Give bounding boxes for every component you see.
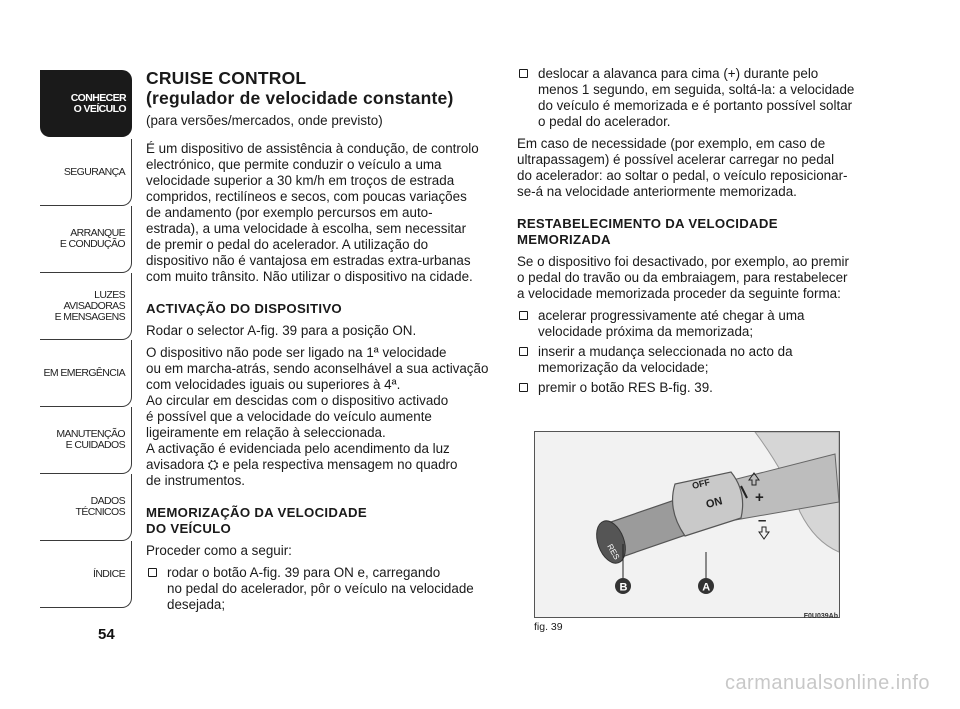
tab-label: EM EMERGÊNCIA — [43, 366, 125, 379]
tab-arranque-e-conducao[interactable] — [40, 206, 132, 273]
figure-code: F0U039Ab — [803, 613, 838, 620]
tab-label: CONHECER O VEÍCULO — [70, 91, 126, 115]
restore-list — [517, 308, 874, 396]
figure-39-cruise-lever — [534, 431, 840, 618]
section-tabs — [40, 70, 132, 608]
tab-dados-tecnicos[interactable] — [40, 474, 132, 541]
list-item: inserir a mudança seleccionada no acto da memorização da velocidade; — [517, 344, 874, 376]
figure-caption: fig. 39 — [534, 621, 563, 633]
restore-paragraph: Se o dispositivo foi desactivado, por exemplo, ao premir o pedal do travão ou da embraiagem, para restabelecer a velocidade memorizada proceder da seguinte forma: — [517, 254, 849, 301]
on-label: ON — [704, 495, 724, 511]
plus-label: + — [755, 489, 764, 506]
intro-paragraph: É um dispositivo de assistência à condução, de controlo electrónico, que permite conduzir o veículo a uma velocidade superior a 30 km/h em troços de estrada compridos, rectilíneos e secos, com poucas variações de andamento (por exemplo percursos em auto- estrada), a uma velocidade à escolha, sem necessitar de premir o pedal do acelerador. A utilização do dispositivo não é vantajosa em estradas extra-urbanas com muito trânsito. Não utilizar o dispositivo na cidade. — [146, 141, 479, 284]
tab-label: ÍNDICE — [93, 567, 125, 580]
cruise-lever-illustration — [535, 432, 839, 617]
left-column — [146, 66, 496, 619]
marker-b-label: B — [619, 581, 628, 594]
tab-label: DADOS TÉCNICOS — [75, 495, 125, 518]
list-item: rodar o botão A-fig. 39 para ON e, carregando no pedal do acelerador, pôr o veículo na velocidade desejada; — [146, 565, 496, 613]
watermark-text: carmanualsonline.info — [724, 672, 930, 694]
memorize-list — [146, 565, 496, 613]
tab-label: ARRANQUE E CONDUÇÃO — [59, 227, 125, 250]
memorize-list-continued — [517, 66, 874, 130]
tab-conhecer-o-veiculo[interactable] — [40, 70, 132, 137]
list-item: deslocar a alavanca para cima (+) durante pelo menos 1 segundo, em seguida, soltá-la: a velocidade do veículo é memorizada e é portanto possível soltar o pedal do acelerador. — [517, 66, 874, 130]
tab-indice[interactable] — [40, 541, 132, 608]
page-number: 54 — [98, 626, 115, 643]
restore-heading: RESTABELECIMENTO DA VELOCIDADE MEMORIZADA — [517, 216, 778, 247]
tab-label: LUZES AVISADORAS E MENSAGENS — [54, 288, 125, 323]
memorize-intro: Proceder como a seguir: — [146, 543, 292, 558]
right-column — [517, 66, 874, 402]
marker-a-label: A — [702, 581, 711, 594]
tab-seguranca[interactable] — [40, 139, 132, 206]
activation-heading: ACTIVAÇÃO DO DISPOSITIVO — [146, 301, 342, 316]
tab-em-emergencia[interactable] — [40, 340, 132, 407]
list-item: premir o botão RES B-fig. 39. — [517, 380, 874, 396]
activation-paragraph-2: O dispositivo não pode ser ligado na 1ª velocidade ou em marcha-atrás, sendo aconselhável a sua activação com velocidades iguais ou superiores à 4ª. Ao circular em descidas com o dispositivo activado é possível que a velocidade do veículo aumente ligeiramente em relação à seleccionada. A activação é evidenciada pelo acendimento da luz avisadora ⛭ e pela respectiva mensagem no quadro de instrumentos. — [146, 345, 489, 488]
memorize-heading: MEMORIZAÇÃO DA VELOCIDADE DO VEÍCULO — [146, 505, 367, 536]
res-label: RES — [605, 542, 622, 562]
watermark — [0, 672, 960, 695]
tab-manutencao[interactable] — [40, 407, 132, 474]
page-title: CRUISE CONTROL (regulador de velocidade constante) — [146, 68, 454, 108]
subtitle: (para versões/mercados, onde previsto) — [146, 113, 383, 128]
tab-label: SEGURANÇA — [63, 165, 125, 178]
list-item: acelerar progressivamente até chegar à uma velocidade próxima da memorizada; — [517, 308, 874, 340]
minus-label: – — [758, 512, 767, 529]
tab-luzes-avisadoras[interactable] — [40, 273, 132, 340]
need-paragraph: Em caso de necessidade (por exemplo, em caso de ultrapassagem) é possível acelerar carregar no pedal do acelerador: ao soltar o pedal, o veículo reposicionar- se-á na velocidade anteriormente memorizada. — [517, 136, 848, 199]
tab-label: MANUTENÇÃO E CUIDADOS — [56, 428, 125, 451]
activation-paragraph-1: Rodar o selector A-fig. 39 para a posição ON. — [146, 323, 417, 338]
off-label: OFF — [691, 476, 711, 491]
